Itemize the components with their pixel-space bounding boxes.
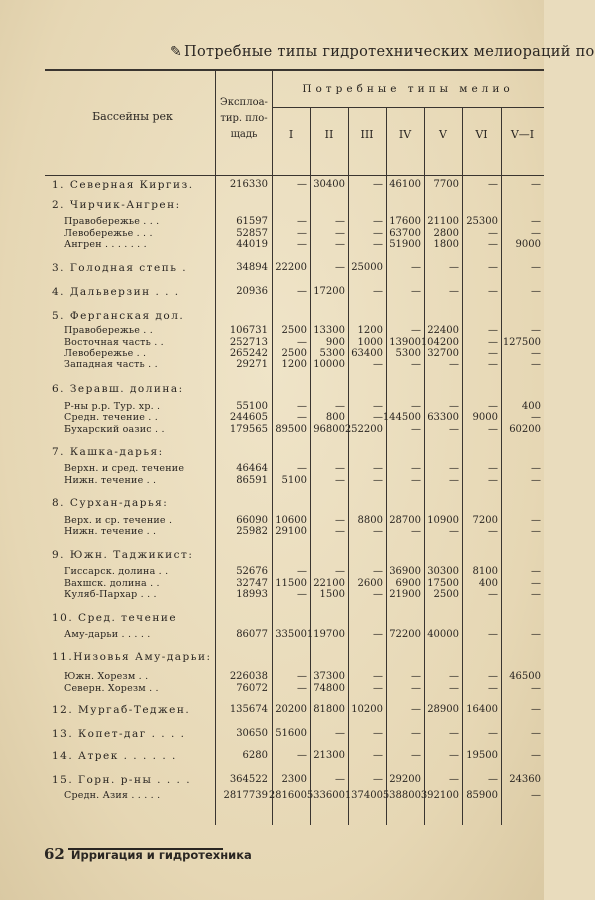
table-cell-type: — bbox=[297, 463, 307, 474]
table-cell-area: 86077 bbox=[236, 629, 268, 640]
table-cell-type: 5300 bbox=[395, 348, 421, 359]
table-cell-type: — bbox=[335, 515, 345, 526]
table-cell-type: — bbox=[411, 463, 421, 474]
table-cell-type: — bbox=[411, 671, 421, 682]
row-group-label: 2. Чирчик-Ангрен: bbox=[52, 199, 181, 211]
table-cell-type: — bbox=[373, 228, 383, 239]
table-cell-type: — bbox=[531, 728, 541, 739]
table-cell-area: 55100 bbox=[236, 401, 268, 412]
table-cell-type: — bbox=[449, 750, 459, 761]
table-cell-type: — bbox=[297, 337, 307, 348]
table-cell-type: — bbox=[411, 286, 421, 297]
table-cell-type: — bbox=[531, 325, 541, 336]
table-cell-type: 74800 bbox=[313, 683, 345, 694]
table-cell-type: 5100 bbox=[281, 475, 307, 486]
table-cell-area: 66090 bbox=[236, 515, 268, 526]
table-cell-type: — bbox=[488, 286, 498, 297]
table-cell-area: 20936 bbox=[236, 286, 268, 297]
table-cell-type: 19500 bbox=[466, 750, 498, 761]
row-group-label: 3. Голодная степь . bbox=[52, 262, 188, 274]
row-label: Средн. течение . . bbox=[64, 412, 158, 423]
table-cell-type: 51600 bbox=[275, 728, 307, 739]
row-label: Гиссарск. долина . . bbox=[64, 566, 169, 577]
table-cell-type: 21300 bbox=[313, 750, 345, 761]
table-cell-type: — bbox=[411, 262, 421, 273]
row-label: Левобережье . . . bbox=[64, 228, 153, 239]
column-divider bbox=[501, 107, 502, 825]
table-cell-type: — bbox=[373, 401, 383, 412]
table-cell-area: 18993 bbox=[236, 589, 268, 600]
column-divider bbox=[215, 70, 216, 825]
table-cell-area: 46464 bbox=[236, 463, 268, 474]
table-cell-type: 127500 bbox=[502, 337, 541, 348]
table-cell-type: 24360 bbox=[509, 774, 541, 785]
row-label: Верх. и ср. течение . bbox=[64, 515, 173, 526]
table-cell-type: — bbox=[531, 515, 541, 526]
table-cell-type: — bbox=[531, 348, 541, 359]
table-cell-type: — bbox=[449, 359, 459, 370]
table-cell-type: 32700 bbox=[427, 348, 459, 359]
table-cell-type: 104200 bbox=[420, 337, 459, 348]
table-cell-type: — bbox=[411, 728, 421, 739]
row-group-label: 13. Копет-даг . . . . bbox=[52, 728, 186, 740]
column-divider bbox=[348, 107, 349, 825]
table-cell-type: 89500 bbox=[275, 424, 307, 435]
table-cell-type: — bbox=[449, 475, 459, 486]
column-divider bbox=[310, 107, 311, 825]
table-cell-type: — bbox=[488, 262, 498, 273]
table-cell-type: 72200 bbox=[389, 629, 421, 640]
table-cell-type: — bbox=[373, 589, 383, 600]
table-cell-type: — bbox=[488, 424, 498, 435]
row-label: Аму-дарьи . . . . . bbox=[64, 629, 151, 640]
table-cell-type: 2500 bbox=[281, 325, 307, 336]
table-cell-type: — bbox=[373, 463, 383, 474]
table-cell-type: 30400 bbox=[313, 179, 345, 190]
table-cell-type: — bbox=[531, 475, 541, 486]
table-cell-area: 2817739 bbox=[223, 790, 268, 801]
column-header-type: IV bbox=[398, 128, 412, 141]
table-cell-type: 2600 bbox=[357, 578, 383, 589]
table-cell-type: 9000 bbox=[472, 412, 498, 423]
table-cell-type: — bbox=[449, 262, 459, 273]
table-cell-type: — bbox=[373, 566, 383, 577]
table-cell-type: 252200 bbox=[344, 424, 383, 435]
row-group-label: 15. Горн. р-ны . . . . bbox=[52, 774, 192, 786]
table-cell-type: 1200 bbox=[357, 325, 383, 336]
table-cell-type: 17500 bbox=[427, 578, 459, 589]
row-group-label: 5. Ферганская дол. bbox=[52, 310, 185, 322]
table-cell-type: 2800 bbox=[433, 228, 459, 239]
table-cell-type: — bbox=[488, 239, 498, 250]
table-cell-type: — bbox=[531, 463, 541, 474]
table-cell-type: 119700 bbox=[306, 629, 345, 640]
table-cell-type: — bbox=[335, 463, 345, 474]
table-cell-type: 46500 bbox=[509, 671, 541, 682]
table-cell-type: — bbox=[335, 566, 345, 577]
table-cell-type: — bbox=[297, 412, 307, 423]
table-top-rule bbox=[45, 69, 544, 71]
table-cell-area: 52676 bbox=[236, 566, 268, 577]
table-cell-type: 800 bbox=[325, 412, 345, 423]
table-cell-type: — bbox=[335, 475, 345, 486]
table-cell-area: 226038 bbox=[229, 671, 268, 682]
table-cell-type: 1200 bbox=[281, 359, 307, 370]
table-cell-type: — bbox=[531, 566, 541, 577]
table-cell-type: — bbox=[335, 239, 345, 250]
table-cell-type: 144500 bbox=[382, 412, 421, 423]
table-cell-type: 85900 bbox=[466, 790, 498, 801]
table-cell-type: 22100 bbox=[313, 578, 345, 589]
column-header-type: VI bbox=[475, 128, 488, 141]
table-cell-type: 25000 bbox=[351, 262, 383, 273]
table-cell-type: — bbox=[373, 179, 383, 190]
row-label: Средн. Азия . . . . . bbox=[64, 790, 161, 801]
table-cell-type: — bbox=[488, 325, 498, 336]
row-label: Левобережье . . bbox=[64, 348, 147, 359]
row-label: Правобережье . . bbox=[64, 325, 153, 336]
table-cell-type: 81800 bbox=[313, 704, 345, 715]
table-cell-area: 29271 bbox=[236, 359, 268, 370]
table-cell-type: 51900 bbox=[389, 239, 421, 250]
table-cell-type: — bbox=[449, 286, 459, 297]
table-cell-type: — bbox=[297, 179, 307, 190]
table-cell-type: — bbox=[373, 671, 383, 682]
table-cell-type: 63400 bbox=[351, 348, 383, 359]
table-cell-type: 30300 bbox=[427, 566, 459, 577]
table-cell-type: — bbox=[411, 704, 421, 715]
table-cell-type: — bbox=[488, 629, 498, 640]
table-cell-type: — bbox=[411, 424, 421, 435]
table-cell-type: 21900 bbox=[389, 589, 421, 600]
table-cell-type: — bbox=[297, 566, 307, 577]
table-cell-type: — bbox=[297, 589, 307, 600]
table-cell-type: 96800 bbox=[313, 424, 345, 435]
table-cell-type: — bbox=[531, 629, 541, 640]
table-cell-area: 179565 bbox=[229, 424, 268, 435]
table-cell-area: 30650 bbox=[236, 728, 268, 739]
table-cell-type: — bbox=[335, 774, 345, 785]
table-cell-type: 37300 bbox=[313, 671, 345, 682]
table-cell-type: 63300 bbox=[427, 412, 459, 423]
table-cell-type: — bbox=[531, 228, 541, 239]
row-label: Нижн. течение . . bbox=[64, 526, 157, 537]
table-cell-type: — bbox=[531, 216, 541, 227]
table-cell-type: — bbox=[488, 348, 498, 359]
table-cell-type: — bbox=[488, 683, 498, 694]
page-number: 62 bbox=[44, 845, 65, 863]
column-header-type: V—I bbox=[510, 128, 535, 141]
table-cell-type: 28700 bbox=[389, 515, 421, 526]
table-cell-type: 22200 bbox=[275, 262, 307, 273]
row-group-label: 10. Сред. течение bbox=[52, 612, 178, 624]
table-cell-area: 106731 bbox=[229, 325, 268, 336]
row-group-label: 6. Зеравш. долина: bbox=[52, 383, 184, 395]
table-cell-type: — bbox=[335, 262, 345, 273]
table-cell-type: — bbox=[449, 424, 459, 435]
table-cell-type: — bbox=[531, 359, 541, 370]
table-cell-area: 61597 bbox=[236, 216, 268, 227]
table-cell-type: — bbox=[297, 401, 307, 412]
table-cell-type: — bbox=[449, 401, 459, 412]
column-header-basins: Бассейны рек bbox=[92, 110, 173, 123]
table-cell-type: 1800 bbox=[433, 239, 459, 250]
column-header-types: Потребные типы мелио bbox=[302, 83, 514, 95]
pencil-mark-icon: ✎ bbox=[170, 44, 183, 60]
table-cell-type: 1500 bbox=[319, 589, 345, 600]
table-cell-type: — bbox=[531, 286, 541, 297]
row-group-label: 7. Кашка-дарья: bbox=[52, 446, 164, 458]
table-cell-type: — bbox=[373, 286, 383, 297]
table-cell-type: — bbox=[411, 526, 421, 537]
table-cell-type: 400 bbox=[478, 578, 498, 589]
row-label: Верхн. и сред. течение bbox=[64, 463, 185, 474]
table-cell-type: 9000 bbox=[515, 239, 541, 250]
table-cell-type: — bbox=[373, 412, 383, 423]
table-cell-type: — bbox=[531, 578, 541, 589]
column-header-type: III bbox=[360, 128, 374, 141]
table-cell-type: — bbox=[449, 671, 459, 682]
table-cell-type: — bbox=[373, 216, 383, 227]
table-cell-type: 29100 bbox=[275, 526, 307, 537]
table-cell-type: — bbox=[531, 704, 541, 715]
row-group-label: 4. Дальверзин . . . bbox=[52, 286, 180, 298]
table-cell-type: 11500 bbox=[275, 578, 307, 589]
row-label: Правобережье . . . bbox=[64, 216, 160, 227]
table-cell-type: 10600 bbox=[275, 515, 307, 526]
column-divider bbox=[272, 70, 273, 825]
table-cell-type: 8800 bbox=[357, 515, 383, 526]
table-cell-type: — bbox=[531, 589, 541, 600]
table-cell-type: 6900 bbox=[395, 578, 421, 589]
table-cell-type: 10900 bbox=[427, 515, 459, 526]
table-cell-type: — bbox=[297, 239, 307, 250]
table-cell-type: — bbox=[373, 774, 383, 785]
table-cell-type: 60200 bbox=[509, 424, 541, 435]
table-cell-type: — bbox=[411, 750, 421, 761]
column-header-area: Эксплоа-тир. пло-щадь bbox=[220, 97, 268, 140]
table-cell-type: — bbox=[531, 262, 541, 273]
table-cell-type: 36900 bbox=[389, 566, 421, 577]
table-cell-type: 7700 bbox=[433, 179, 459, 190]
table-cell-type: 46100 bbox=[389, 179, 421, 190]
table-cell-area: 364522 bbox=[229, 774, 268, 785]
header-bottom-rule bbox=[45, 175, 544, 176]
table-cell-area: 6280 bbox=[242, 750, 268, 761]
row-label: Северн. Хорезм . . bbox=[64, 683, 159, 694]
table-cell-type: 17600 bbox=[389, 216, 421, 227]
table-cell-type: — bbox=[488, 671, 498, 682]
row-label: Куляб-Пархар . . . bbox=[64, 589, 157, 600]
table-cell-type: 392100 bbox=[420, 790, 459, 801]
table-cell-type: — bbox=[449, 463, 459, 474]
row-group-label: 12. Мургаб-Теджен. bbox=[52, 704, 191, 716]
table-cell-type: — bbox=[335, 401, 345, 412]
table-cell-type: — bbox=[335, 228, 345, 239]
row-group-label: 11.Низовья Аму-дарьи: bbox=[52, 651, 212, 663]
table-cell-type: 5300 bbox=[319, 348, 345, 359]
table-cell-type: 40000 bbox=[427, 629, 459, 640]
table-cell-type: — bbox=[297, 228, 307, 239]
journal-title: Ирригация и гидротехника bbox=[70, 848, 252, 862]
table-cell-type: — bbox=[488, 463, 498, 474]
table-cell-type: — bbox=[297, 286, 307, 297]
table-cell-area: 244605 bbox=[229, 412, 268, 423]
table-cell-type: 10200 bbox=[351, 704, 383, 715]
row-label: Ангрен . . . . . . . bbox=[64, 239, 147, 250]
table-cell-type: — bbox=[297, 683, 307, 694]
table-cell-type: — bbox=[411, 359, 421, 370]
table-cell-type: — bbox=[531, 179, 541, 190]
table-cell-type: 28900 bbox=[427, 704, 459, 715]
table-cell-type: — bbox=[488, 401, 498, 412]
table-cell-type: 10000 bbox=[313, 359, 345, 370]
row-label: Западная часть . . bbox=[64, 359, 158, 370]
row-group-label: 8. Сурхан-дарья: bbox=[52, 497, 169, 509]
table-cell-type: — bbox=[531, 683, 541, 694]
column-divider bbox=[462, 107, 463, 825]
table-cell-type: 8100 bbox=[472, 566, 498, 577]
footer-rule bbox=[68, 848, 223, 850]
row-label: Южн. Хорезм . . bbox=[64, 671, 149, 682]
column-header-type: I bbox=[288, 128, 294, 141]
types-subheader-rule bbox=[272, 107, 544, 108]
table-cell-type: — bbox=[488, 337, 498, 348]
table-cell-type: — bbox=[488, 475, 498, 486]
table-cell-type: 63700 bbox=[389, 228, 421, 239]
table-cell-type: 1000 bbox=[357, 337, 383, 348]
table-cell-type: — bbox=[373, 526, 383, 537]
table-cell-type: 29200 bbox=[389, 774, 421, 785]
table-cell-type: — bbox=[488, 359, 498, 370]
table-cell-type: — bbox=[449, 728, 459, 739]
table-cell-area: 44019 bbox=[236, 239, 268, 250]
row-group-label: 1. Северная Киргиз. bbox=[52, 179, 194, 191]
table-cell-type: — bbox=[488, 526, 498, 537]
row-label: Нижн. течение . . bbox=[64, 475, 157, 486]
table-cell-type: 900 bbox=[325, 337, 345, 348]
table-cell-area: 76072 bbox=[236, 683, 268, 694]
table-cell-type: — bbox=[373, 750, 383, 761]
column-header-type: II bbox=[324, 128, 334, 141]
table-cell-type: 13300 bbox=[313, 325, 345, 336]
table-cell-type: — bbox=[449, 683, 459, 694]
table-cell-type: — bbox=[335, 728, 345, 739]
table-cell-type: 281600 bbox=[268, 790, 307, 801]
table-cell-area: 52857 bbox=[236, 228, 268, 239]
table-cell-type: — bbox=[449, 774, 459, 785]
table-cell-type: — bbox=[373, 359, 383, 370]
table-cell-type: 137400 bbox=[344, 790, 383, 801]
table-cell-type: 400 bbox=[521, 401, 541, 412]
table-cell-type: — bbox=[488, 228, 498, 239]
table-cell-area: 25982 bbox=[236, 526, 268, 537]
table-cell-type: — bbox=[488, 774, 498, 785]
table-cell-type: — bbox=[488, 728, 498, 739]
table-cell-type: — bbox=[411, 401, 421, 412]
table-cell-type: 13900 bbox=[389, 337, 421, 348]
table-cell-area: 135674 bbox=[229, 704, 268, 715]
table-cell-type: 17200 bbox=[313, 286, 345, 297]
table-cell-type: 21100 bbox=[427, 216, 459, 227]
table-cell-type: — bbox=[531, 750, 541, 761]
row-group-label: 9. Южн. Таджикист: bbox=[52, 549, 194, 561]
table-cell-area: 86591 bbox=[236, 475, 268, 486]
running-title-text: Потребные типы гидротехнических мелиораций по bbox=[184, 44, 595, 60]
table-cell-type: — bbox=[373, 629, 383, 640]
table-cell-type: 22400 bbox=[427, 325, 459, 336]
table-cell-type: — bbox=[335, 216, 345, 227]
table-cell-type: 533600 bbox=[306, 790, 345, 801]
table-cell-type: 538800 bbox=[382, 790, 421, 801]
table-cell-type: — bbox=[297, 216, 307, 227]
table-cell-area: 34894 bbox=[236, 262, 268, 273]
row-label: Вахшск. долина . . bbox=[64, 578, 160, 589]
table-cell-type: — bbox=[335, 526, 345, 537]
table-cell-type: 33500 bbox=[275, 629, 307, 640]
row-group-label: 14. Атрек . . . . . . bbox=[52, 750, 177, 762]
table-cell-type: — bbox=[488, 589, 498, 600]
table-cell-type: 16400 bbox=[466, 704, 498, 715]
table-cell-type: — bbox=[449, 526, 459, 537]
table-cell-type: 20200 bbox=[275, 704, 307, 715]
column-divider bbox=[424, 107, 425, 825]
table-cell-area: 32747 bbox=[236, 578, 268, 589]
table-cell-type: — bbox=[373, 239, 383, 250]
table-cell-type: — bbox=[373, 683, 383, 694]
table-cell-type: — bbox=[531, 412, 541, 423]
table-cell-type: — bbox=[531, 790, 541, 801]
table-cell-type: — bbox=[411, 683, 421, 694]
table-cell-type: 25300 bbox=[466, 216, 498, 227]
table-cell-type: — bbox=[411, 475, 421, 486]
table-cell-type: 7200 bbox=[472, 515, 498, 526]
row-label: Бухарский оазис . . bbox=[64, 424, 165, 435]
row-label: Р-ны р.р. Тур. хр. . bbox=[64, 401, 161, 412]
table-cell-area: 265242 bbox=[229, 348, 268, 359]
table-cell-type: — bbox=[531, 526, 541, 537]
table-cell-type: 2500 bbox=[433, 589, 459, 600]
table-cell-type: — bbox=[411, 325, 421, 336]
table-cell-area: 216330 bbox=[229, 179, 268, 190]
column-header-type: V bbox=[439, 128, 447, 141]
table-cell-type: 2500 bbox=[281, 348, 307, 359]
table-cell-area: 252713 bbox=[229, 337, 268, 348]
table-cell-type: — bbox=[488, 179, 498, 190]
table-cell-type: 2300 bbox=[281, 774, 307, 785]
row-label: Восточная часть . . bbox=[64, 337, 164, 348]
column-divider bbox=[386, 107, 387, 825]
table-cell-type: — bbox=[373, 475, 383, 486]
table-cell-type: — bbox=[297, 671, 307, 682]
table-cell-type: — bbox=[373, 728, 383, 739]
table-cell-type: — bbox=[297, 750, 307, 761]
